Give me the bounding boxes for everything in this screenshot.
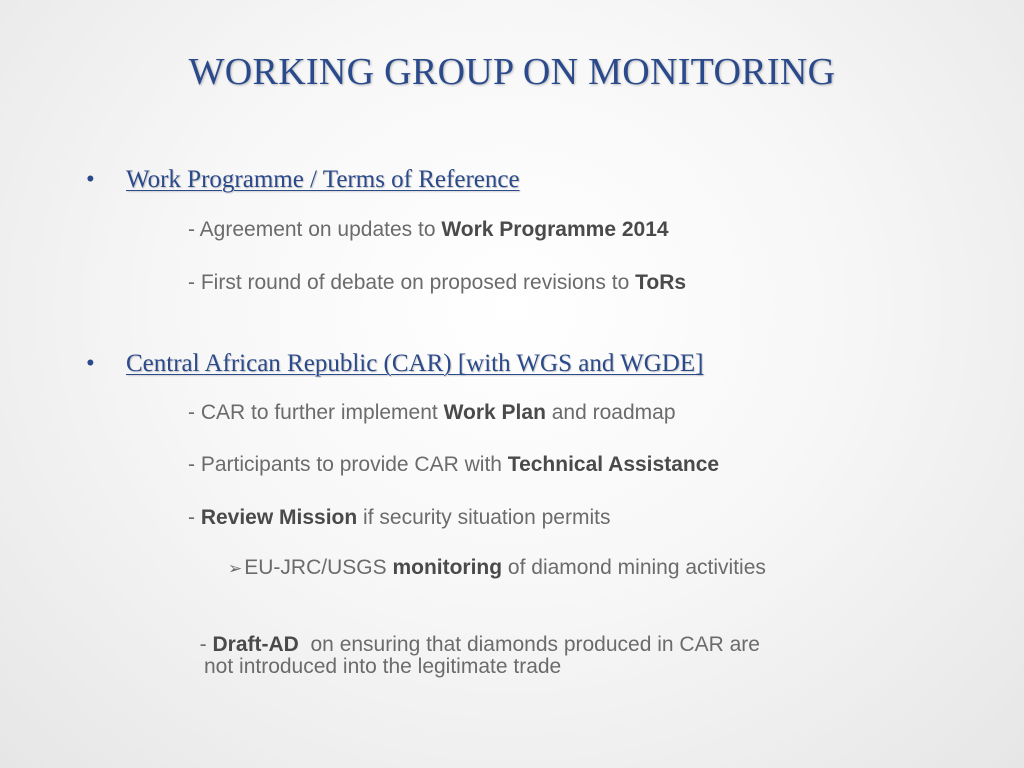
item-review-mission	[188, 506, 610, 530]
arrow-bullet-icon: ➢	[228, 559, 243, 578]
item-prefix: - Participants to provide CAR with	[188, 453, 508, 476]
work-programme-link[interactable]: Work Programme / Terms of Reference	[126, 166, 520, 193]
item-line: not introduced into the legitimate trade	[204, 655, 562, 678]
item-suffix: and roadmap	[545, 401, 676, 424]
bullet-work-programme	[86, 166, 520, 194]
item-emphasis: Work Programme 2014	[441, 218, 669, 241]
item-suffix: if security situation permits	[357, 506, 611, 529]
car-link[interactable]: Central African Republic (CAR) [with WGS and WGDE]	[126, 350, 704, 377]
item-technical-assistance	[188, 453, 719, 477]
item-prefix: - First round of debate on proposed revisions to	[188, 271, 636, 294]
item-work-plan	[188, 401, 676, 425]
item-eu-jrc-monitoring	[228, 556, 766, 580]
item-emphasis: Draft-AD	[212, 633, 299, 656]
item-emphasis: Technical Assistance	[507, 453, 720, 476]
item-suffix: of diamond mining activities	[502, 556, 766, 579]
item-draft-ad	[188, 609, 760, 657]
item-emphasis: ToRs	[635, 271, 687, 294]
item-prefix: - Agreement on updates to	[188, 218, 442, 241]
item-prefix: -	[199, 633, 213, 656]
item-draft-ad-continuation	[204, 655, 561, 679]
item-prefix: EU-JRC/USGS	[244, 556, 393, 579]
slide-title: WORKING GROUP ON MONITORING	[188, 51, 836, 93]
item-agreement-updates	[188, 218, 669, 242]
item-prefix: -	[188, 506, 201, 529]
item-emphasis: Work Plan	[443, 401, 546, 424]
item-suffix: on ensuring that diamonds produced in CAR are	[298, 633, 760, 656]
item-emphasis: monitoring	[392, 556, 503, 579]
item-emphasis: Review Mission	[200, 506, 358, 529]
item-prefix: - CAR to further implement	[188, 401, 444, 424]
bullet-dot: •	[86, 166, 95, 193]
item-first-round-debate	[188, 271, 686, 295]
bullet-dot: •	[86, 350, 95, 377]
bullet-car	[86, 350, 703, 378]
